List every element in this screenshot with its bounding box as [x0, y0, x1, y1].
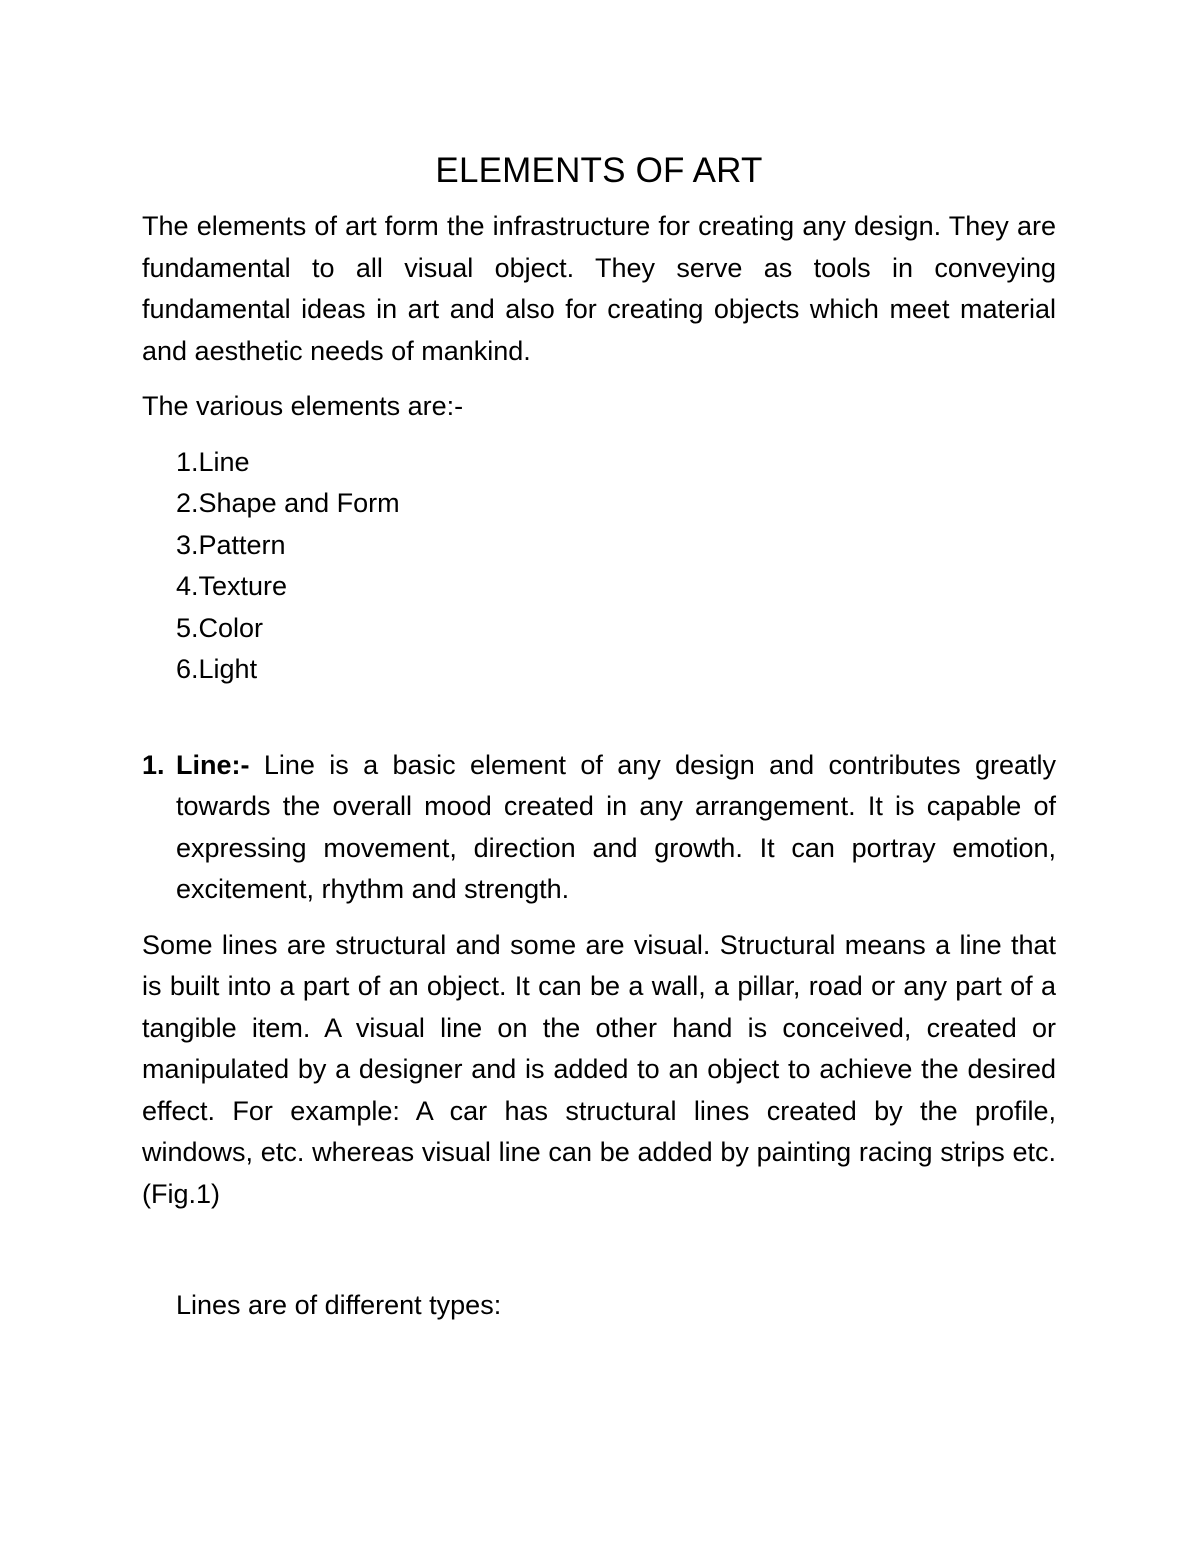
list-item: 5.Color [176, 612, 264, 643]
section-text: Line is a basic element of any design and contributes greatly towards the overall mood created in any arrangement. It is capable of expressing movement, direction and growth. It can portray emotion, excitement, rhythm and strength. [176, 749, 1056, 904]
list-item: 3.Pattern [176, 529, 286, 560]
page-title: ELEMENTS OF ART [435, 151, 763, 190]
list-item: 6.Light [176, 654, 258, 684]
types-heading: Lines are of different types: [176, 1290, 502, 1320]
section-term: Line:- [176, 749, 250, 780]
list-item: 2.Shape and Form [176, 488, 400, 518]
list-heading: The various elements are:- [142, 391, 464, 421]
list-item: 1.Line [176, 446, 250, 477]
list-item: 4.Texture [176, 571, 288, 601]
structural-paragraph: Some lines are structural and some are visual. Structural means a line that is built into a part of an object. It can be a wall, a pillar, road or any part of a tangible item. A visual line on the other hand is conceived, created or manipulated by a designer and is added to an object to achieve the desired effect. For example: A car has structural lines created by the profile, windows, etc. whereas visual line can be added by painting racing strips etc. (Fig.1) [142, 929, 1056, 1209]
document-page [142, 148, 1056, 1327]
intro-paragraph: The elements of art form the infrastructure for creating any design. They are fundamental to all visual object. They serve as tools in conveying fundamental ideas in art and also for creating objects which meet material and aesthetic needs of mankind. [142, 211, 1056, 366]
section-number: 1. [142, 749, 165, 780]
elements-list [142, 442, 1056, 691]
section-line-paragraph [176, 745, 1056, 911]
section-line [142, 745, 1056, 911]
